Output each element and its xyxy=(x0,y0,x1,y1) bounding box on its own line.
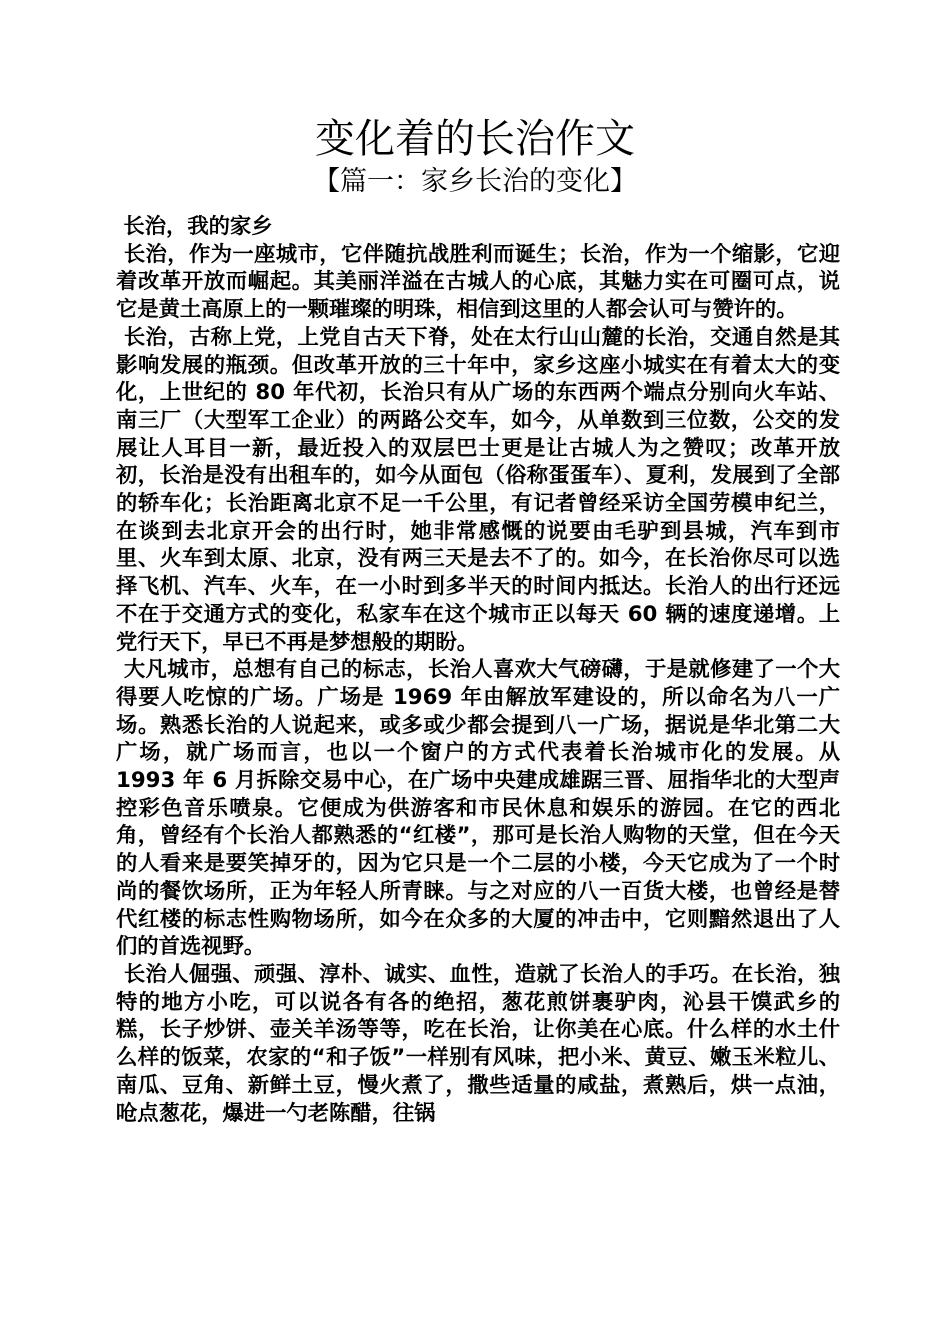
document-title: 变化着的长治作文 xyxy=(315,116,635,162)
paragraph: 长治人倔强、顽强、淳朴、诚实、血性，造就了长治人的手巧。在长治，独特的地方小吃，可以说各有各的绝招，葱花煎饼裹驴肉，沁县干馍武乡的糕，长子炒饼、壶关羊汤等等，吃在长治，让你美在心底。什么样的水土什么样的饭菜，农家的“和子饭”一样别有风味，把小米、黄豆、嫩玉米粒儿、南瓜、豆角、新鲜土豆，慢火煮了，撒些适量的咸盐，煮熟后，烘一点油，呛点葱花，爆进一勺老陈醋，往锅 xyxy=(116,961,840,1126)
paragraph: 长治，古称上党，上党自古天下脊，处在太行山山麓的长治，交通自然是其影响发展的瓶颈。但改革开放的三十年中，家乡这座小城实在有着太大的变化，上世纪的 80 年代初，长治只有从广场的东西两个端点分别向火车站、南三厂（大型军工企业）的两路公交车，如今，从单数到三位数，公交的发展让人耳目一新，最近投入的双层巴士更是让古城人为之赞叹；改革开放初，长治是没有出租车的，如今从面包（俗称蛋蛋车）、夏利，发展到了全部的轿车化；长治距离北京不足一千公里，有记者曾经采访全国劳模申纪兰，在谈到去北京开会的出行时，她非常感慨的说要由毛驴到县城，汽车到市里、火车到太原、北京，没有两三天是去不了的。如今，在长治你尽可以选择飞机、汽车、火车，在一小时到多半天的时间内抵达。长治人的出行还远不在于交通方式的变化，私家车在这个城市正以每天 60 辆的速度递增。上党行天下，早已不再是梦想般的期盼。 xyxy=(116,324,840,655)
paragraph: 长治，作为一座城市，它伴随抗战胜利而诞生；长治，作为一个缩影，它迎着改革开放而崛起。其美丽洋溢在古城人的心底，其魅力实在可圈可点，说它是黄土高原上的一颗璀璨的明珠，相信到这里的人都会认可与赞许的。 xyxy=(116,241,840,323)
paragraph: 大凡城市，总想有自己的标志，长治人喜欢大气磅礴，于是就修建了一个大得要人吃惊的广场。广场是 1969 年由解放军建设的，所以命名为八一广场。熟悉长治的人说起来，或多或少都会提到八一广场，据说是华北第二大广场，就广场而言，也以一个窗户的方式代表着长治城市化的发展。从 1993 年 6 月拆除交易中心，在广场中央建成雄踞三晋、屈指华北的大型声控彩色音乐喷泉。它便成为供游客和市民休息和娱乐的游园。在它的西北角，曾经有个长治人都熟悉的“红楼”，那可是长治人购物的天堂，但在今天的人看来是要笑掉牙的，因为它只是一个二层的小楼，今天它成为了一个时尚的餐饮场所，正为年轻人所青睐。与之对应的八一百货大楼，也曾经是替代红楼的标志性购物场所，如今在众多的大厦的冲击中，它则黯然退出了人们的首选视野。 xyxy=(116,657,848,960)
document-body xyxy=(116,213,848,1127)
document-subtitle: 【篇一：家乡长治的变化】 xyxy=(313,166,637,197)
paragraph-heading: 长治，我的家乡 xyxy=(116,214,273,239)
